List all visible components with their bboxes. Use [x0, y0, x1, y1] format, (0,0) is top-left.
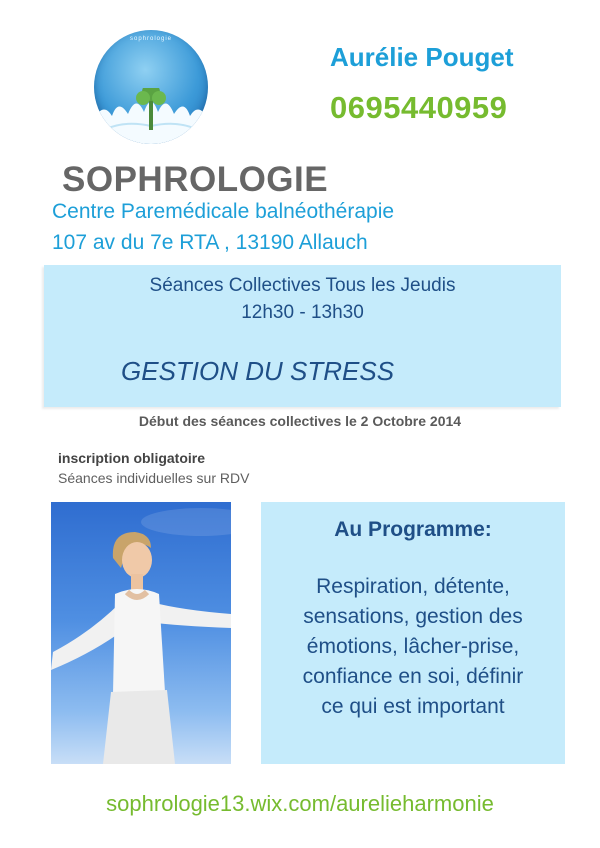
- sophrologie-logo: [94, 30, 208, 144]
- debut-text: Début des séances collectives le 2 Octobre 2014: [138, 413, 462, 429]
- programme-line: ce qui est important: [321, 695, 505, 718]
- programme-line: Respiration, détente,: [316, 575, 510, 598]
- programme-list: [261, 572, 565, 722]
- seances-box: [44, 265, 561, 407]
- programme-box: [261, 502, 565, 764]
- center-name: Centre Paremédicale balnéothérapie: [52, 200, 395, 223]
- website-link[interactable]: sophrologie13.wix.com/aurelieharmonie: [106, 791, 494, 816]
- page-title: SOPHROLOGIE: [62, 160, 329, 199]
- individuelles-text: Séances individuelles sur RDV: [58, 470, 250, 486]
- woman-breathing-photo: [51, 502, 231, 764]
- seances-schedule: Séances Collectives Tous les Jeudis: [149, 275, 456, 296]
- center-address: 107 av du 7e RTA , 13190 Allauch: [52, 231, 368, 254]
- logo-arc-text: sophrologie: [129, 36, 173, 42]
- contact-phone[interactable]: 0695440959: [330, 90, 508, 125]
- programme-line: confiance en soi, définir: [302, 665, 524, 688]
- seances-theme: GESTION DU STRESS: [121, 356, 395, 386]
- programme-title: Au Programme:: [334, 518, 492, 541]
- inscription-text: inscription obligatoire: [58, 450, 206, 466]
- woman-figure-icon: [51, 502, 231, 764]
- contact-name: Aurélie Pouget: [330, 42, 514, 72]
- seances-time: 12h30 - 13h30: [241, 302, 364, 323]
- programme-line: sensations, gestion des: [303, 605, 523, 628]
- programme-line: émotions, lâcher-prise,: [306, 635, 520, 658]
- lotus-tree-icon: [94, 88, 208, 144]
